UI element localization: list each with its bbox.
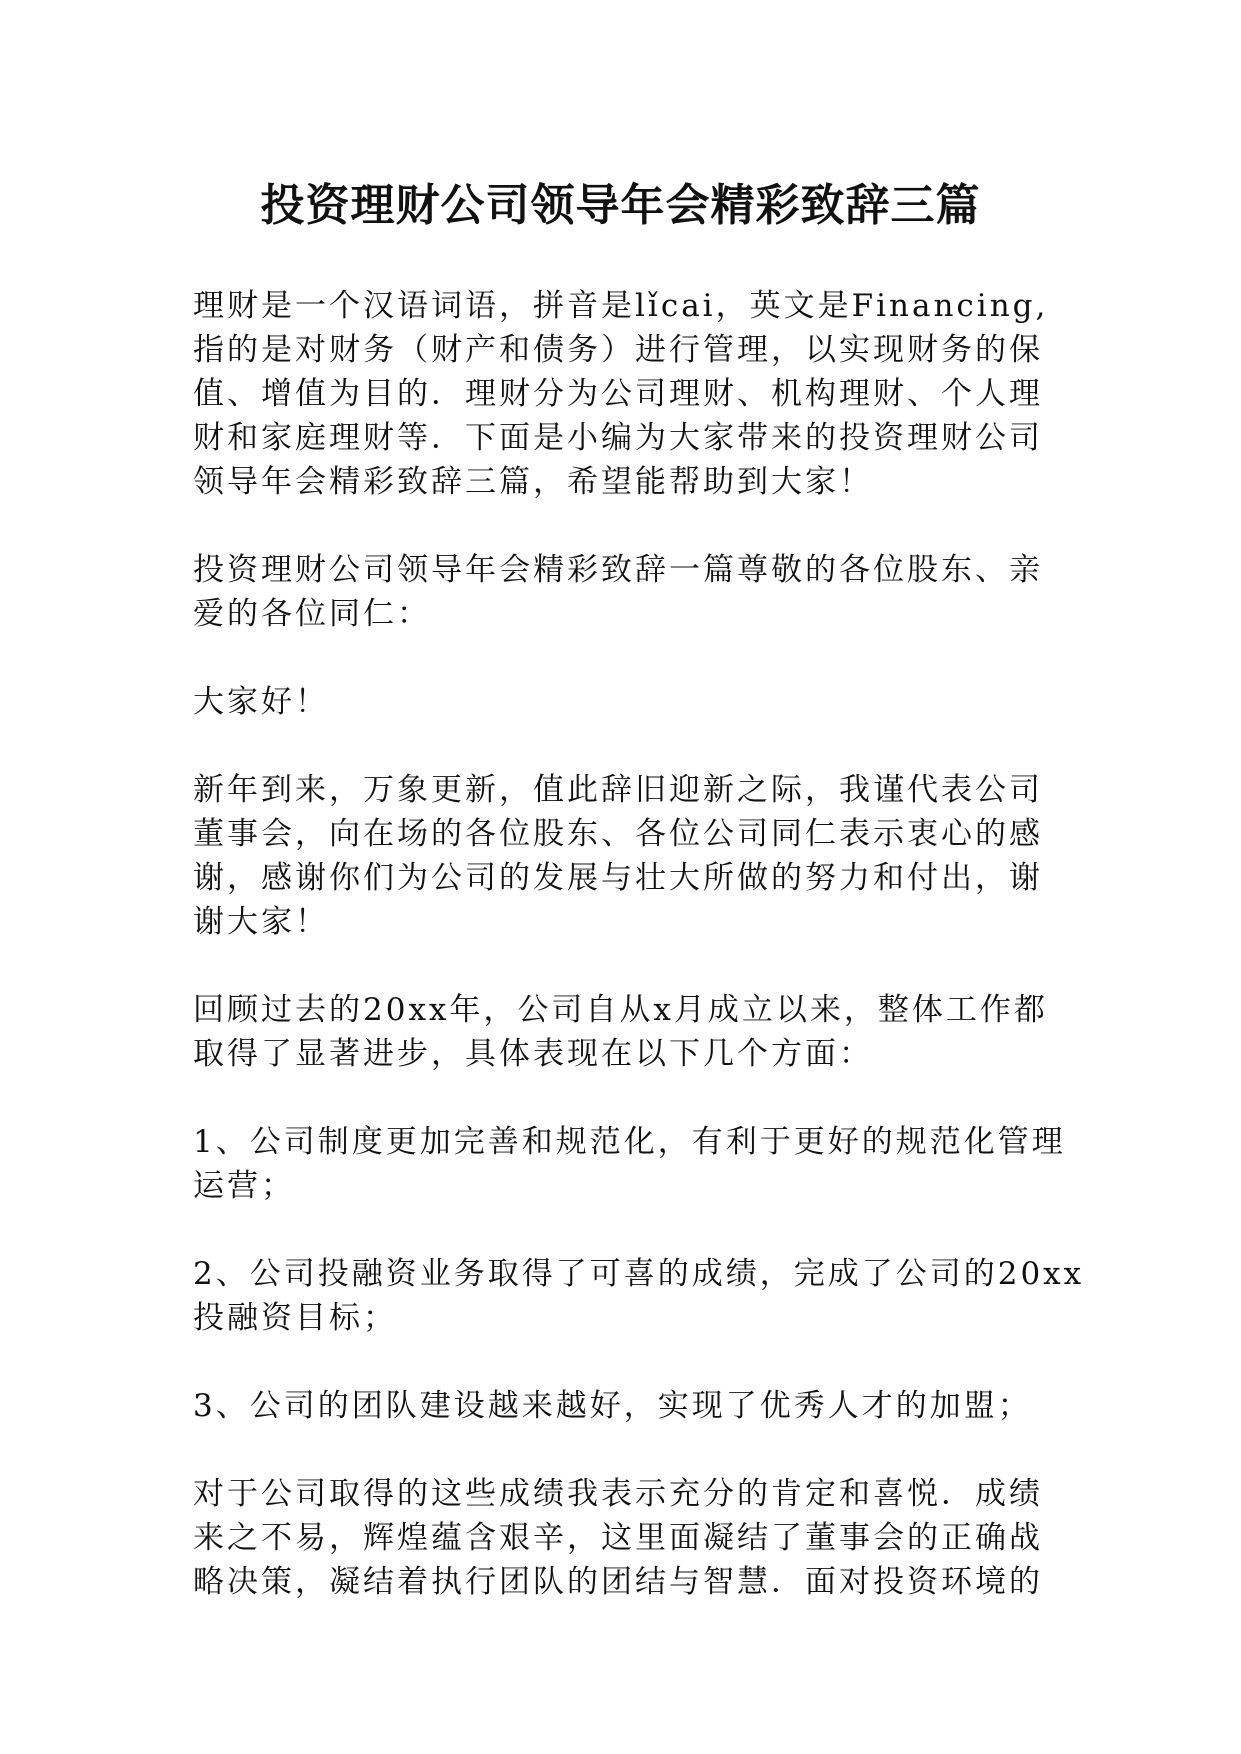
text-line: 对于公司取得的这些成绩我表示充分的肯定和喜悦．成绩 xyxy=(193,1476,1043,1512)
text-line: 1、公司制度更加完善和规范化，有利于更好的规范化管理 xyxy=(193,1124,1066,1160)
paragraph-thanks xyxy=(193,768,1073,944)
text-line: 2、公司投融资业务取得了可喜的成绩，完成了公司的20xx xyxy=(193,1256,1085,1292)
paragraph-item-3 xyxy=(193,1384,1073,1428)
paragraph-achievements xyxy=(193,1472,1073,1604)
text-line: 略决策，凝结着执行团队的团结与智慧．面对投资环境的 xyxy=(193,1564,1043,1600)
text-line: 指的是对财务（财产和债务）进行管理，以实现财务的保 xyxy=(193,332,1043,368)
text-line: 谢大家！ xyxy=(193,904,329,940)
text-line: 运营； xyxy=(193,1168,295,1204)
text-line: 谢，感谢你们为公司的发展与壮大所做的努力和付出，谢 xyxy=(193,860,1043,896)
text-line: 董事会，向在场的各位股东、各位公司同仁表示衷心的感 xyxy=(193,816,1043,852)
text-line: 3、公司的团队建设越来越好，实现了优秀人才的加盟； xyxy=(193,1388,1032,1424)
text-line: 来之不易，辉煌蕴含艰辛，这里面凝结了董事会的正确战 xyxy=(193,1520,1043,1556)
text-line: 取得了显著进步，具体表现在以下几个方面： xyxy=(193,1036,873,1072)
text-line: 投资理财公司领导年会精彩致辞一篇尊敬的各位股东、亲 xyxy=(193,552,1043,588)
paragraph-greeting xyxy=(193,680,1073,724)
text-line: 大家好！ xyxy=(193,684,329,720)
paragraph-intro xyxy=(193,284,1073,504)
text-line: 新年到来，万象更新，值此辞旧迎新之际，我谨代表公司 xyxy=(193,772,1043,808)
paragraph-item-2 xyxy=(193,1252,1085,1340)
text-line: 领导年会精彩致辞三篇，希望能帮助到大家！ xyxy=(193,464,873,500)
text-line: 回顾过去的20xx年，公司自从x月成立以来，整体工作都 xyxy=(193,992,1048,1028)
text-line: 值、增值为目的．理财分为公司理财、机构理财、个人理 xyxy=(193,376,1043,412)
paragraph-salutation xyxy=(193,548,1073,636)
paragraph-item-1 xyxy=(193,1120,1073,1208)
document-title: 投资理财公司领导年会精彩致辞三篇 xyxy=(260,180,981,231)
text-line: 爱的各位同仁： xyxy=(193,596,431,632)
paragraph-review xyxy=(193,988,1073,1076)
text-line: 财和家庭理财等．下面是小编为大家带来的投资理财公司 xyxy=(193,420,1043,456)
document-body xyxy=(193,284,1085,1648)
text-line: 理财是一个汉语词语，拼音是lǐcai，英文是Financing, xyxy=(193,288,1049,324)
text-line: 投融资目标； xyxy=(193,1300,397,1336)
